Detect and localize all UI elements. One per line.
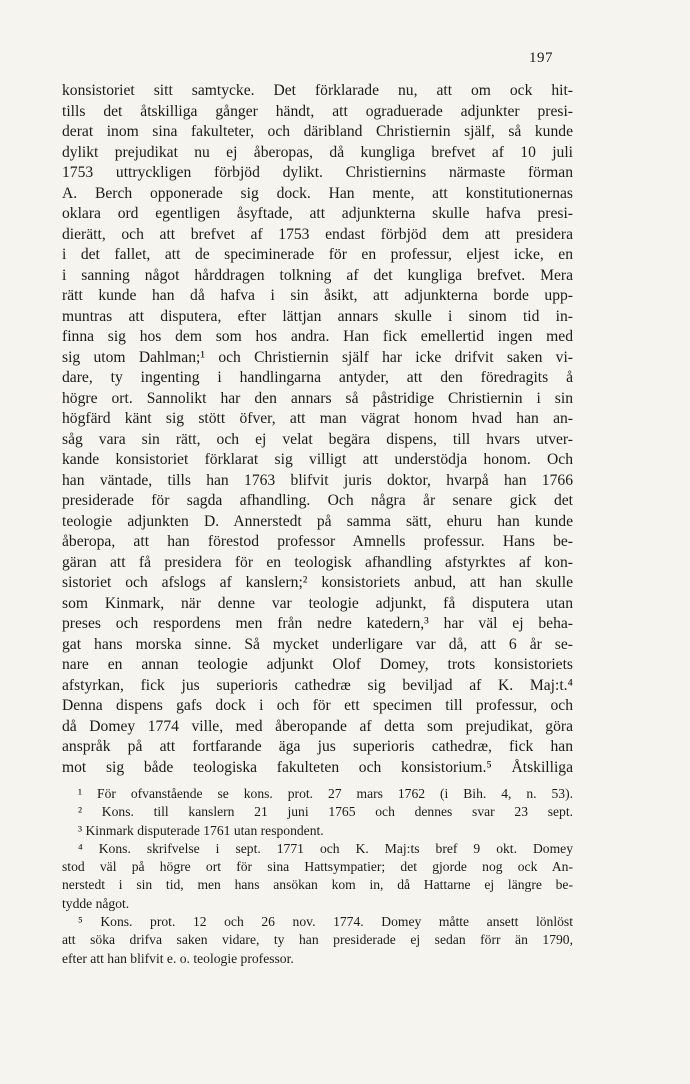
footnote-line: efter att han blifvit e. o. teologie professor.: [62, 950, 294, 966]
body-line: högfärd känt sig stött öfver, att man vägrat honom hvad han an-: [62, 410, 573, 427]
body-line: Denna dispens gafs dock i och för ett specimen till professur, och: [62, 697, 573, 714]
body-line: dylikt prejudikat nu ej åberopas, då kungliga brefvet af 10 juli: [62, 143, 573, 161]
footnote-line: ¹ För ofvanstående se kons. prot. 27 mars 1762 (i Bih. 4, n. 53).: [78, 786, 573, 801]
body-line: gäran att få presidera för en teologisk afhandling afstyrktes af kon-: [62, 553, 573, 571]
body-line: sig utom Dahlman;¹ och Christiernin själf har icke drifvit saken vi-: [62, 348, 573, 366]
body-line: i det fallet, att de speciminerade för en professur, eljest icke, en: [62, 246, 573, 263]
body-line: åberopa, att han förestod professor Amnells professur. Hans be-: [62, 533, 573, 550]
body-line: rätt kunde han då hafva i sin åsikt, att adjunkterna borde upp-: [62, 287, 573, 304]
body-text: [62, 81, 573, 778]
body-line: anspråk på att fortfarande äga jus superioris cathedræ, fick han: [62, 738, 573, 755]
footnote-line: ² Kons. till kanslern 21 juni 1765 och dennes svar 23 sept.: [78, 804, 573, 820]
body-line: såg vara sin rätt, och ej velat begära dispens, till hvars utver-: [62, 430, 573, 448]
body-line: 1753 uttryckligen förbjöd dylikt. Christiernins närmaste förman: [62, 164, 573, 181]
footnotes: [62, 785, 573, 968]
body-line: gat hans morska sinne. Så mycket underligare var då, att 6 år se-: [62, 635, 573, 653]
body-line: han väntade, tills han 1763 blifvit juris doktor, hvarpå han 1766: [62, 471, 573, 489]
body-line: muntras att disputera, efter lättjan annars skulle i sinom tid in-: [62, 307, 573, 325]
body-line: derat inom sina fakulteter, och däribland Christiernin själf, så kunde: [62, 123, 573, 140]
body-line: tills det åtskilliga gånger händt, att ograduerade adjunkter presi-: [62, 102, 573, 120]
footnote-line: tydde något.: [62, 895, 130, 911]
body-line: då Domey 1774 ville, med åberopande af detta som prejudikat, göra: [62, 717, 573, 735]
body-line: teologie adjunkten D. Annerstedt på samma sätt, ehuru han kunde: [62, 512, 573, 530]
body-line: sistoriet och afslogs af kanslern;² konsistoriets anbud, att han skulle: [62, 574, 573, 591]
footnote-line: stod väl på högre ort för sina Hattsympatier; det gjorde nog ock An-: [62, 859, 573, 875]
body-line: dierätt, och att brefvet af 1753 endast förbjöd dem att presidera: [62, 225, 573, 243]
body-line: mot sig både teologiska fakulteten och konsistorium.⁵ Åtskilliga: [62, 758, 573, 776]
page-number: 197: [529, 50, 553, 66]
body-line: konsistoriet sitt samtycke. Det förklarade nu, att om ock hit-: [62, 82, 573, 99]
body-line: högre ort. Sannolikt har den annars så påstridige Christiernin i sin: [62, 389, 573, 407]
body-line: finna sig hos dem som hos andra. Han fick emellertid ingen med: [62, 328, 573, 345]
body-line: A. Berch opponerade sig dock. Han mente, att konstitutionernas: [62, 184, 573, 202]
body-line: i sanning något hårddragen tolkning af det kungliga brefvet. Mera: [62, 266, 573, 284]
body-line: preses och respordens men från nedre katedern,³ har väl ej beha-: [62, 615, 573, 632]
footnote-line: att söka drifva saken vidare, ty han presiderade ej sedan förr än 1790,: [62, 932, 573, 948]
footnote-line: ⁴ Kons. skrifvelse i sept. 1771 och K. Maj:ts bref 9 okt. Domey: [78, 840, 573, 856]
body-line: oklara ord egentligen åsyftade, att adjunkterna skulle hafva presi-: [62, 205, 573, 222]
body-line: afstyrkan, fick jus superioris cathedræ sig beviljad af K. Maj:t.⁴: [62, 676, 573, 694]
body-line: dare, ty ingenting i handlingarna antyder, att den föredragits å: [62, 369, 573, 386]
footnote-line: ³ Kinmark disputerade 1761 utan respondent.: [78, 822, 324, 838]
footnote-line: ⁵ Kons. prot. 12 och 26 nov. 1774. Domey måtte ansett lönlöst: [78, 914, 573, 930]
footnote-line: nerstedt i sin tid, men hans ansökan kom in, då Hattarne ej längre be-: [62, 877, 573, 893]
body-line: nare en annan teologie adjunkt Olof Domey, trots konsistoriets: [62, 656, 573, 673]
body-line: presiderade för sagda afhandling. Och några år senare gick det: [62, 492, 573, 509]
body-line: som Kinmark, när denne var teologie adjunkt, få disputera utan: [62, 594, 573, 612]
body-line: kande konsistoriet förklarat sig villigt att understödja honom. Och: [62, 451, 573, 468]
